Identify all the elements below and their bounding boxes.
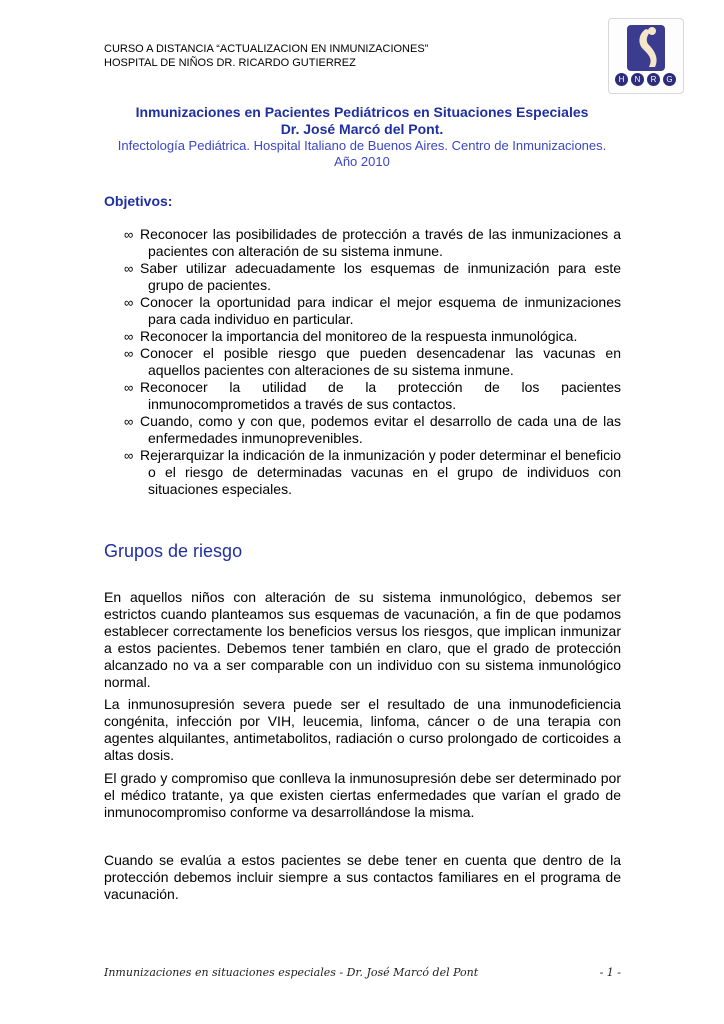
objective-text: Rejerarquizar la indicación de la inmunización y poder determinar el beneficio o el riesgo de determinadas vacunas en el grupo de individuos con situaciones especiales. — [140, 447, 621, 497]
page-footer — [104, 966, 621, 979]
paragraph: El grado y compromiso que conlleva la inmunosupresión debe ser determinado por el médico tratante, ya que existen ciertas enfermedades que varían el grado de inmunocompromiso conforme va desarrollándose la misma. — [104, 770, 621, 820]
paragraph: La inmunosupresión severa puede ser el resultado de una inmunodeficiencia congénita, infección por VIH, leucemia, linfoma, cáncer o de una terapia con agentes alquilantes, antimetabolitos, radiación o curso prolongado de corticoides a altas dosis. — [104, 696, 621, 763]
document-year: Año 2010 — [334, 154, 390, 169]
objectives-heading: Objetivos: — [104, 193, 173, 209]
hospital-logo — [608, 18, 684, 94]
objective-text: Conocer el posible riesgo que pueden desencadenar las vacunas en aquellos pacientes con alteraciones de su sistema inmune. — [140, 345, 621, 378]
objective-item — [124, 328, 621, 345]
course-title: CURSO A DISTANCIA “ACTUALIZACION EN INMUNIZACIONES” — [104, 43, 429, 55]
page-number: - 1 - — [599, 966, 621, 979]
objective-text: Saber utilizar adecuadamente los esquemas de inmunización para este grupo de pacientes. — [140, 260, 621, 293]
objective-text: Reconocer la importancia del monitoreo de la respuesta inmunológica. — [140, 328, 578, 344]
objective-text: Reconocer las posibilidades de protección a través de las inmunizaciones a pacientes con alteración de su sistema inmune. — [140, 226, 621, 259]
logo-letter: N — [631, 73, 644, 86]
infinity-bullet-icon: ∞ — [124, 448, 134, 463]
logo-letter: R — [647, 73, 660, 86]
objective-item — [124, 379, 621, 413]
author-affiliation: Infectología Pediátrica. Hospital Italiano de Buenos Aires. Centro de Inmunizaciones. — [117, 138, 607, 153]
objective-item — [124, 294, 621, 328]
author-name: Dr. José Marcó del Pont. — [280, 121, 444, 137]
document-header — [104, 42, 428, 70]
objective-text: Reconocer la utilidad de la protección de los pacientes inmunocomprometidos a través de sus contactos. — [140, 379, 621, 412]
paragraph: En aquellos niños con alteración de su sistema inmunológico, debemos ser estrictos cuando planteamos sus esquemas de vacunación, a fin de que podamos establecer correctamente los beneficios versus los riesgos, que implican inmunizar a estos pacientes. Debemos tener también en claro, que el grado de protección alcanzado no va a ser comparable con un individuo con su sistema inmunológico normal. — [104, 589, 621, 690]
logo-letter: H — [615, 73, 628, 86]
objective-text: Cuando, como y con que, podemos evitar el desarrollo de cada una de las enfermedades inmunoprevenibles. — [140, 413, 621, 446]
objective-item — [124, 413, 621, 447]
paragraph: Cuando se evalúa a estos pacientes se debe tener en cuenta que dentro de la protección debemos incluir siempre a sus contactos familiares en el programa de vacunación. — [104, 852, 621, 902]
infinity-bullet-icon: ∞ — [124, 329, 134, 344]
document-title: Inmunizaciones en Pacientes Pediátricos en Situaciones Especiales — [135, 104, 589, 120]
infinity-bullet-icon: ∞ — [124, 346, 134, 361]
objectives-list — [124, 226, 621, 498]
footer-text: Inmunizaciones en situaciones especiales - Dr. José Marcó del Pont — [104, 966, 479, 979]
infinity-bullet-icon: ∞ — [124, 380, 134, 395]
hospital-name: HOSPITAL DE NIÑOS DR. RICARDO GUTIERREZ — [104, 57, 356, 69]
objective-item — [124, 447, 621, 498]
infinity-bullet-icon: ∞ — [124, 414, 134, 429]
infinity-bullet-icon: ∞ — [124, 227, 134, 242]
objective-item — [124, 345, 621, 379]
title-block — [104, 104, 620, 170]
logo-letter: G — [663, 73, 676, 86]
infinity-bullet-icon: ∞ — [124, 295, 134, 310]
objective-item — [124, 260, 621, 294]
section-heading: Grupos de riesgo — [104, 541, 243, 561]
infinity-bullet-icon: ∞ — [124, 261, 134, 276]
objective-item — [124, 226, 621, 260]
objective-text: Conocer la oportunidad para indicar el mejor esquema de inmunizaciones para cada individuo en particular. — [140, 294, 621, 327]
